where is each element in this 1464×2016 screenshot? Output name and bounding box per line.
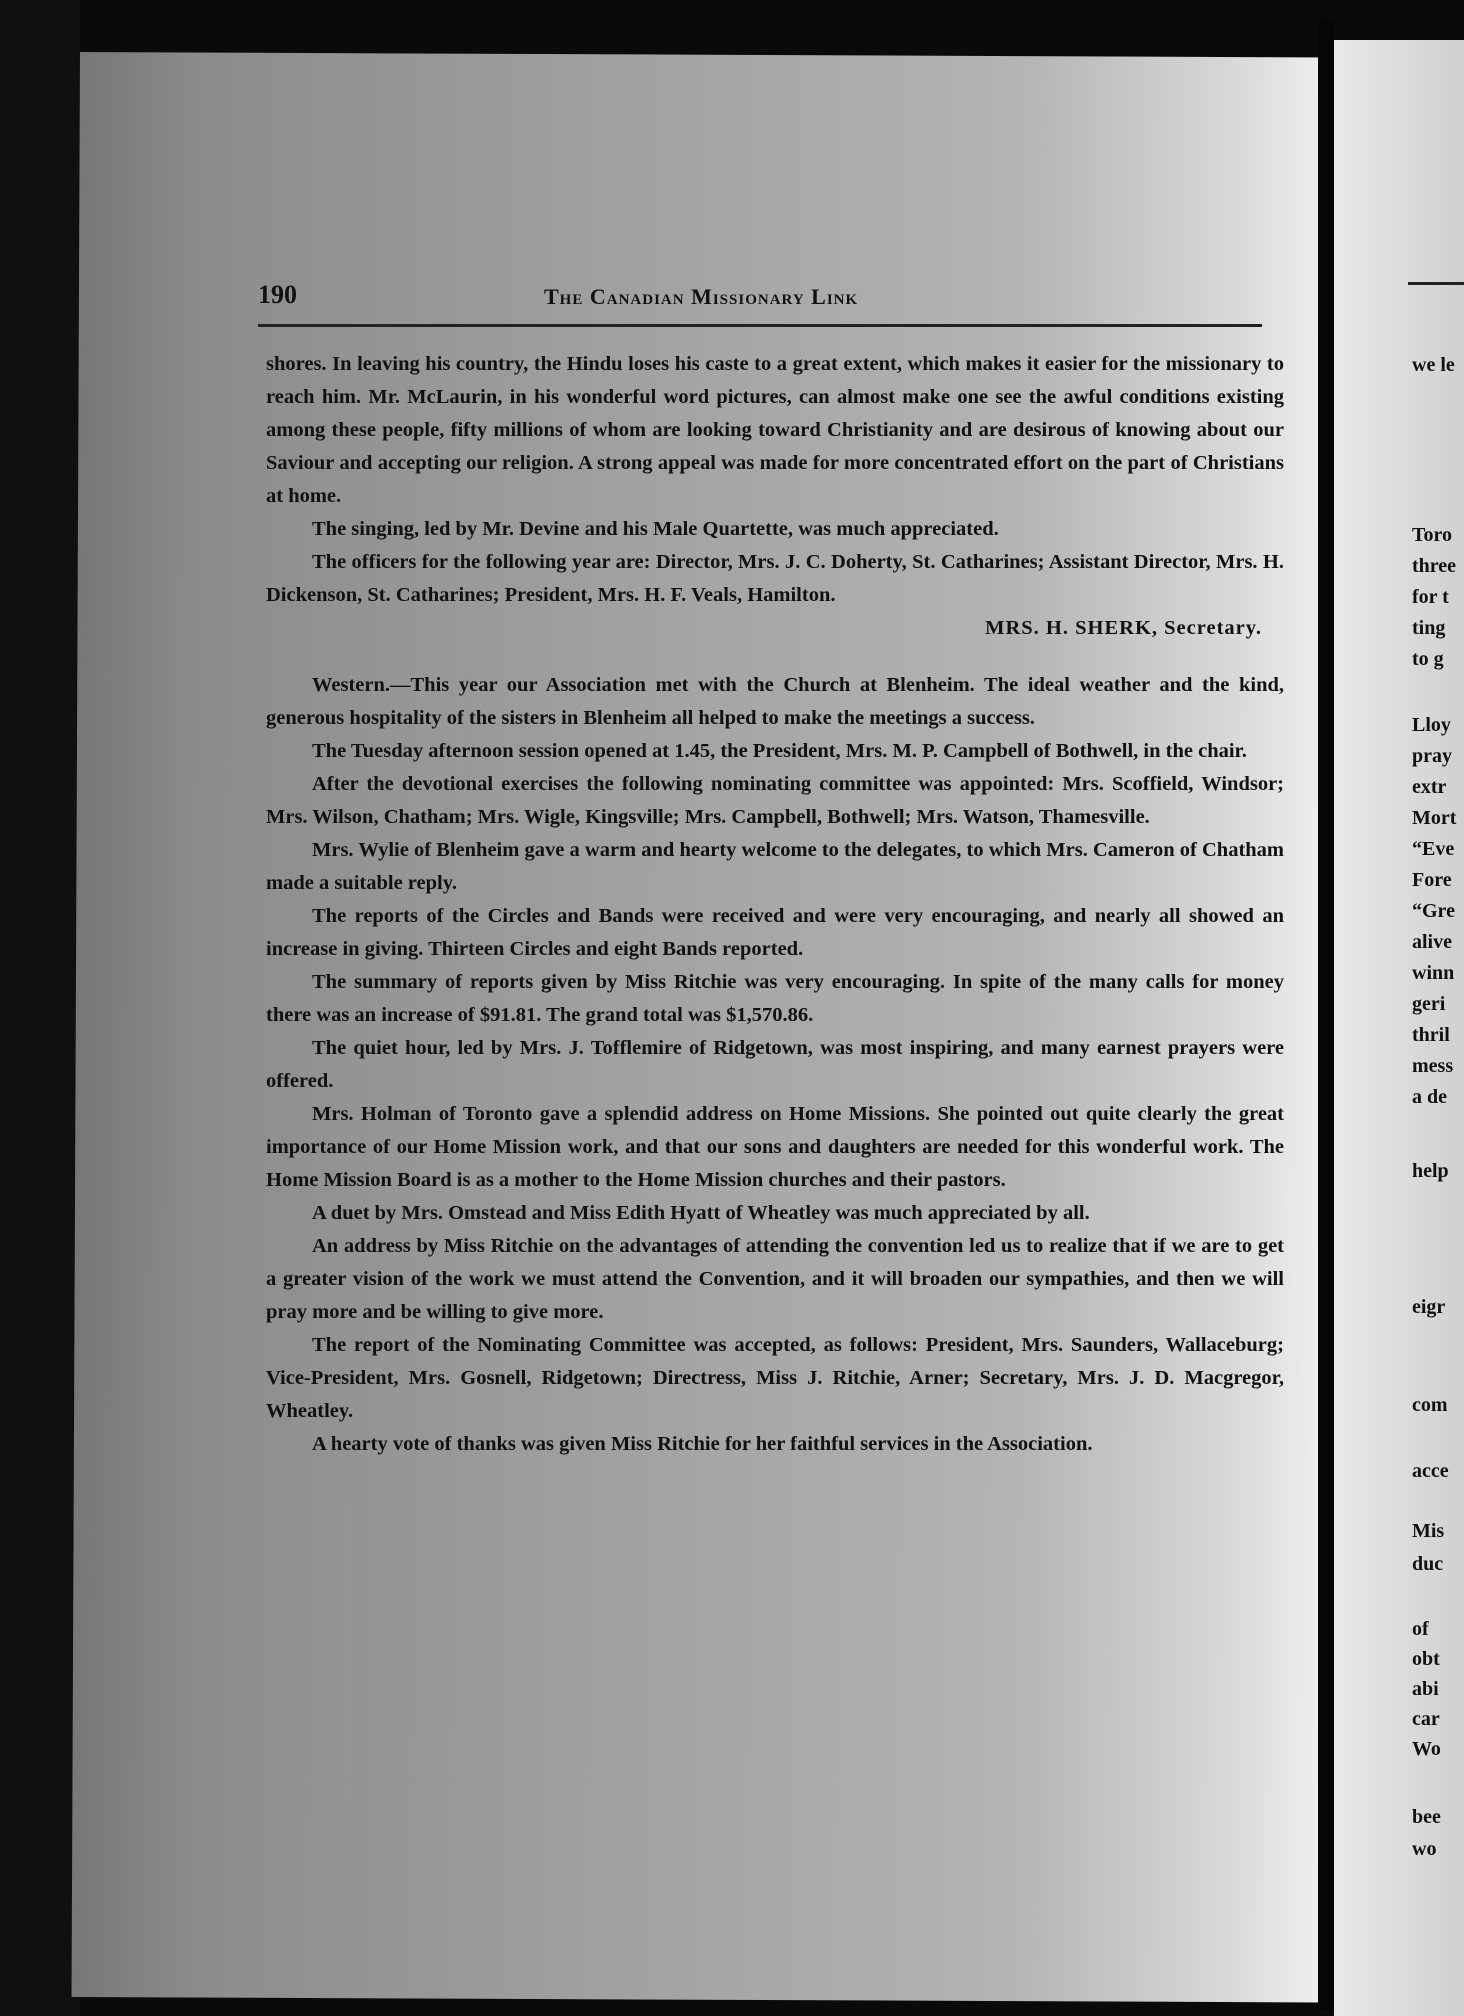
text-fragment: ting	[1412, 617, 1446, 639]
paragraph: The report of the Nominating Committee was accepted, as follows: President, Mrs. Saunders, Wallaceburg; Vice-President, Mrs. Gosnell, Ridgetown; Directress, Miss J. Ritchie, Arner; Secretary, Mrs. J. D. Macgregor, Wheatley.	[266, 1334, 1284, 1422]
paragraph: A hearty vote of thanks was given Miss Ritchie for her faithful services in the Association.	[312, 1433, 1093, 1455]
page-number: 190	[258, 280, 297, 309]
paragraph-western	[266, 669, 1284, 735]
text-fragment: extr	[1412, 776, 1447, 798]
text-fragment: eigr	[1412, 1296, 1446, 1318]
text-fragment: Mort	[1412, 807, 1457, 829]
paragraph: A duet by Mrs. Omstead and Miss Edith Hyatt of Wheatley was much appreciated by all.	[312, 1202, 1090, 1224]
article-body	[266, 348, 1284, 1461]
text-fragment: pray	[1412, 745, 1452, 767]
text-fragment: winn	[1412, 962, 1455, 984]
text-fragment: bee	[1412, 1806, 1441, 1828]
text-fragment: Wo	[1412, 1738, 1441, 1760]
paragraph: The reports of the Circles and Bands were received and were very encouraging, and nearly all showed an increase in giving. Thirteen Circles and eight Bands reported.	[266, 905, 1284, 960]
paragraph: An address by Miss Ritchie on the advantages of attending the convention led us to realize that if we are to get a greater vision of the work we must attend the Convention, and it will broaden our sympathies, and then we will pray more and be willing to give more.	[266, 1235, 1284, 1323]
paragraph: The singing, led by Mr. Devine and his Male Quartette, was much appreciated.	[312, 518, 999, 540]
header-rule	[258, 324, 1262, 327]
running-head: The Canadian Missionary Link	[544, 284, 859, 309]
paragraph: The officers for the following year are: Director, Mrs. J. C. Doherty, St. Catharines; Assistant Director, Mrs. H. Dickenson, St. Catharines; President, Mrs. H. F. Veals, Hamilton.	[266, 551, 1284, 606]
paragraph: The summary of reports given by Miss Ritchie was very encouraging. In spite of the many calls for money there was an increase of $91.81. The grand total was $1,570.86.	[266, 971, 1284, 1026]
text-fragment: car	[1412, 1708, 1440, 1730]
section-heading: Western.	[312, 674, 390, 696]
text-fragment: geri	[1412, 993, 1446, 1015]
text-fragment: mess	[1412, 1055, 1454, 1077]
paragraph: Mrs. Holman of Toronto gave a splendid address on Home Missions. She pointed out quite clearly the great importance of our Home Mission work, and that our sons and daughters are needed for this wonderful work. The Home Mission Board is as a mother to the Home Mission churches and their pastors.	[266, 1103, 1284, 1191]
text-fragment: acce	[1412, 1460, 1449, 1482]
scan-border	[0, 0, 80, 2016]
paragraph-text: —This year our Association met with the Church at Blenheim. The ideal weather and the kind, generous hospitality of the sisters in Blenheim all helped to make the meetings a success.	[266, 674, 1284, 729]
text-fragment: duc	[1412, 1553, 1444, 1575]
text-fragment: obt	[1412, 1648, 1440, 1670]
page-header	[258, 280, 1262, 320]
text-fragment: Fore	[1412, 869, 1452, 891]
text-fragment: thril	[1412, 1024, 1450, 1046]
text-fragment: for t	[1412, 586, 1449, 608]
text-fragment: help	[1412, 1160, 1449, 1182]
signature: MRS. H. SHERK, Secretary.	[985, 617, 1262, 639]
text-fragment: of	[1412, 1618, 1429, 1640]
text-fragment: we le	[1412, 354, 1455, 376]
paragraph: The quiet hour, led by Mrs. J. Tofflemire of Ridgetown, was most inspiring, and many earnest prayers were offered.	[266, 1037, 1284, 1092]
text-fragment: “Gre	[1412, 900, 1455, 922]
text-fragment: to g	[1412, 648, 1444, 670]
paragraph: shores. In leaving his country, the Hindu loses his caste to a great extent, which makes it easier for the missionary to reach him. Mr. McLaurin, in his wonderful word pictures, can almost make one see the awful conditions existing among these people, fifty millions of whom are looking toward Christianity and are desirous of knowing about our Saviour and accepting our religion. A strong appeal was made for more concentrated effort on the part of Christians at home.	[266, 353, 1284, 507]
text-fragment: com	[1412, 1394, 1448, 1416]
text-fragment: Lloy	[1412, 714, 1451, 736]
paragraph: Mrs. Wylie of Blenheim gave a warm and hearty welcome to the delegates, to which Mrs. Cameron of Chatham made a suitable reply.	[266, 839, 1284, 894]
text-fragment: wo	[1412, 1838, 1437, 1860]
text-fragment: alive	[1412, 931, 1452, 953]
book-gutter	[1318, 20, 1334, 2010]
facing-page-rule	[1408, 282, 1464, 285]
paragraph: After the devotional exercises the following nominating committee was appointed: Mrs. Scoffield, Windsor; Mrs. Wilson, Chatham; Mrs. Wigle, Kingsville; Mrs. Campbell, Bothwell; Mrs. Watson, Thamesville.	[266, 773, 1284, 828]
text-fragment: “Eve	[1412, 838, 1455, 860]
paragraph: The Tuesday afternoon session opened at 1.45, the President, Mrs. M. P. Campbell of Bothwell, in the chair.	[312, 740, 1247, 762]
text-fragment: abi	[1412, 1678, 1439, 1700]
text-fragment: Mis	[1412, 1520, 1445, 1542]
text-fragment: a de	[1412, 1086, 1447, 1108]
text-fragment: Toro	[1412, 524, 1453, 546]
text-fragment: three	[1412, 555, 1457, 577]
